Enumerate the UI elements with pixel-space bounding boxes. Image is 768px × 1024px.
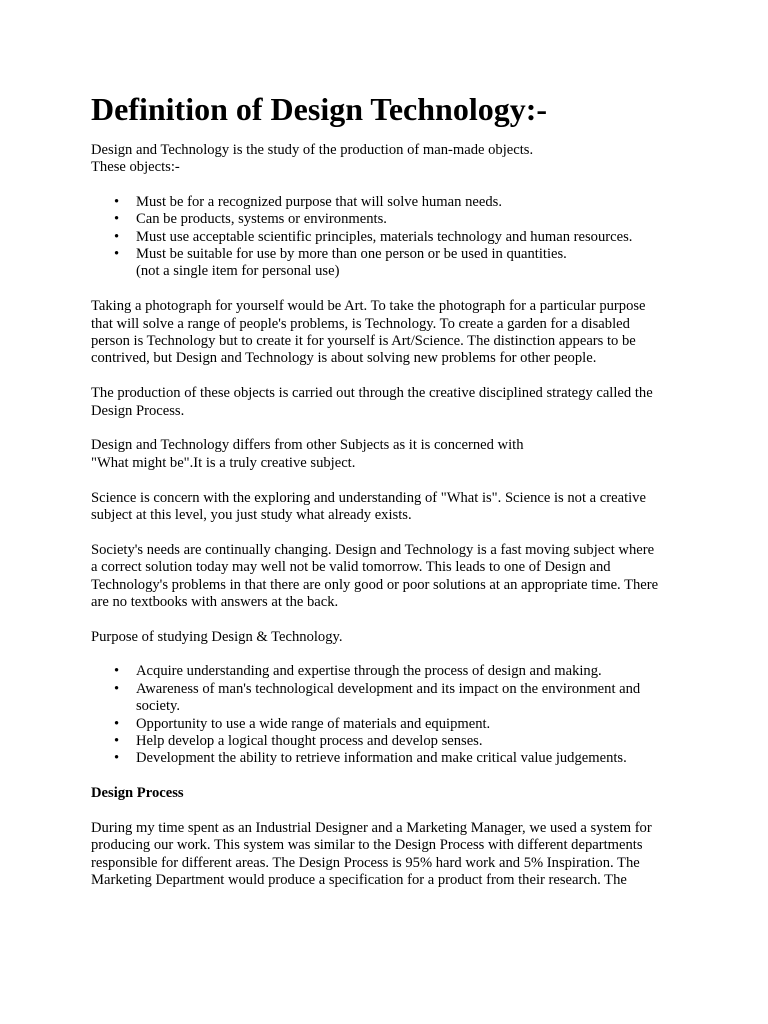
paragraph-society-needs: Society's needs are continually changing. Design and Technology is a fast moving subject where a correct solution today may well not be valid tomorrow. This leads to one of Design and Technology's problems in that there are only good or poor solutions at an appropriate time. There are no textbooks with answers at the back. [91, 541, 659, 611]
objects-list [91, 194, 691, 281]
page-title: Definition of Design Technology:- [91, 91, 548, 127]
paragraph-what-might-be: Design and Technology differs from other Subjects as it is concerned with "What might be".It is a truly creative subject. [91, 437, 524, 471]
paragraph-purpose-intro: Purpose of studying Design & Technology. [91, 628, 343, 645]
list-item: • Must be suitable for use by more than one person or be used in quantities. (not a single item for personal use) [91, 246, 691, 281]
paragraph-design-process-strategy: The production of these objects is carried out through the creative disciplined strategy called the Design Process. [91, 385, 653, 419]
list-item: • Must use acceptable scientific principles, materials technology and human resources. [91, 229, 691, 246]
list-item: • Development the ability to retrieve information and make critical value judgements. [91, 750, 691, 767]
paragraph-industrial-designer: During my time spent as an Industrial Designer and a Marketing Manager, we used a system for producing our work. This system was similar to the Design Process with different departments responsible for different areas. The Design Process is 95% hard work and 5% Inspiration. The Marketing Department would produce a specification for a product from their research. The [91, 819, 652, 889]
list-item: • Acquire understanding and expertise through the process of design and making. [91, 663, 691, 680]
paragraph-science: Science is concern with the exploring and understanding of "What is". Science is not a creative subject at this level, you just study what already exists. [91, 489, 646, 524]
list-item: • Help develop a logical thought process and develop senses. [91, 733, 691, 750]
list-item: • Awareness of man's technological development and its impact on the environment and society. [91, 681, 691, 716]
list-item: • Can be products, systems or environments. [91, 211, 691, 228]
section-heading-design-process: Design Process [91, 785, 184, 802]
intro-paragraph: Design and Technology is the study of the production of man-made objects. These objects:- [91, 142, 534, 176]
document-body [91, 142, 691, 890]
list-item: • Opportunity to use a wide range of materials and equipment. [91, 716, 691, 733]
purpose-list [91, 663, 691, 767]
list-item: • Must be for a recognized purpose that will solve human needs. [91, 194, 691, 211]
paragraph-art-vs-technology: Taking a photograph for yourself would be Art. To take the photograph for a particular purpose that will solve a range of people's problems, is Technology. To create a garden for a disabled person is Technology but to create it for yourself is Art/Science. The distinction appears to be contrived, but Design and Technology is about solving new problems for other people. [91, 298, 646, 367]
